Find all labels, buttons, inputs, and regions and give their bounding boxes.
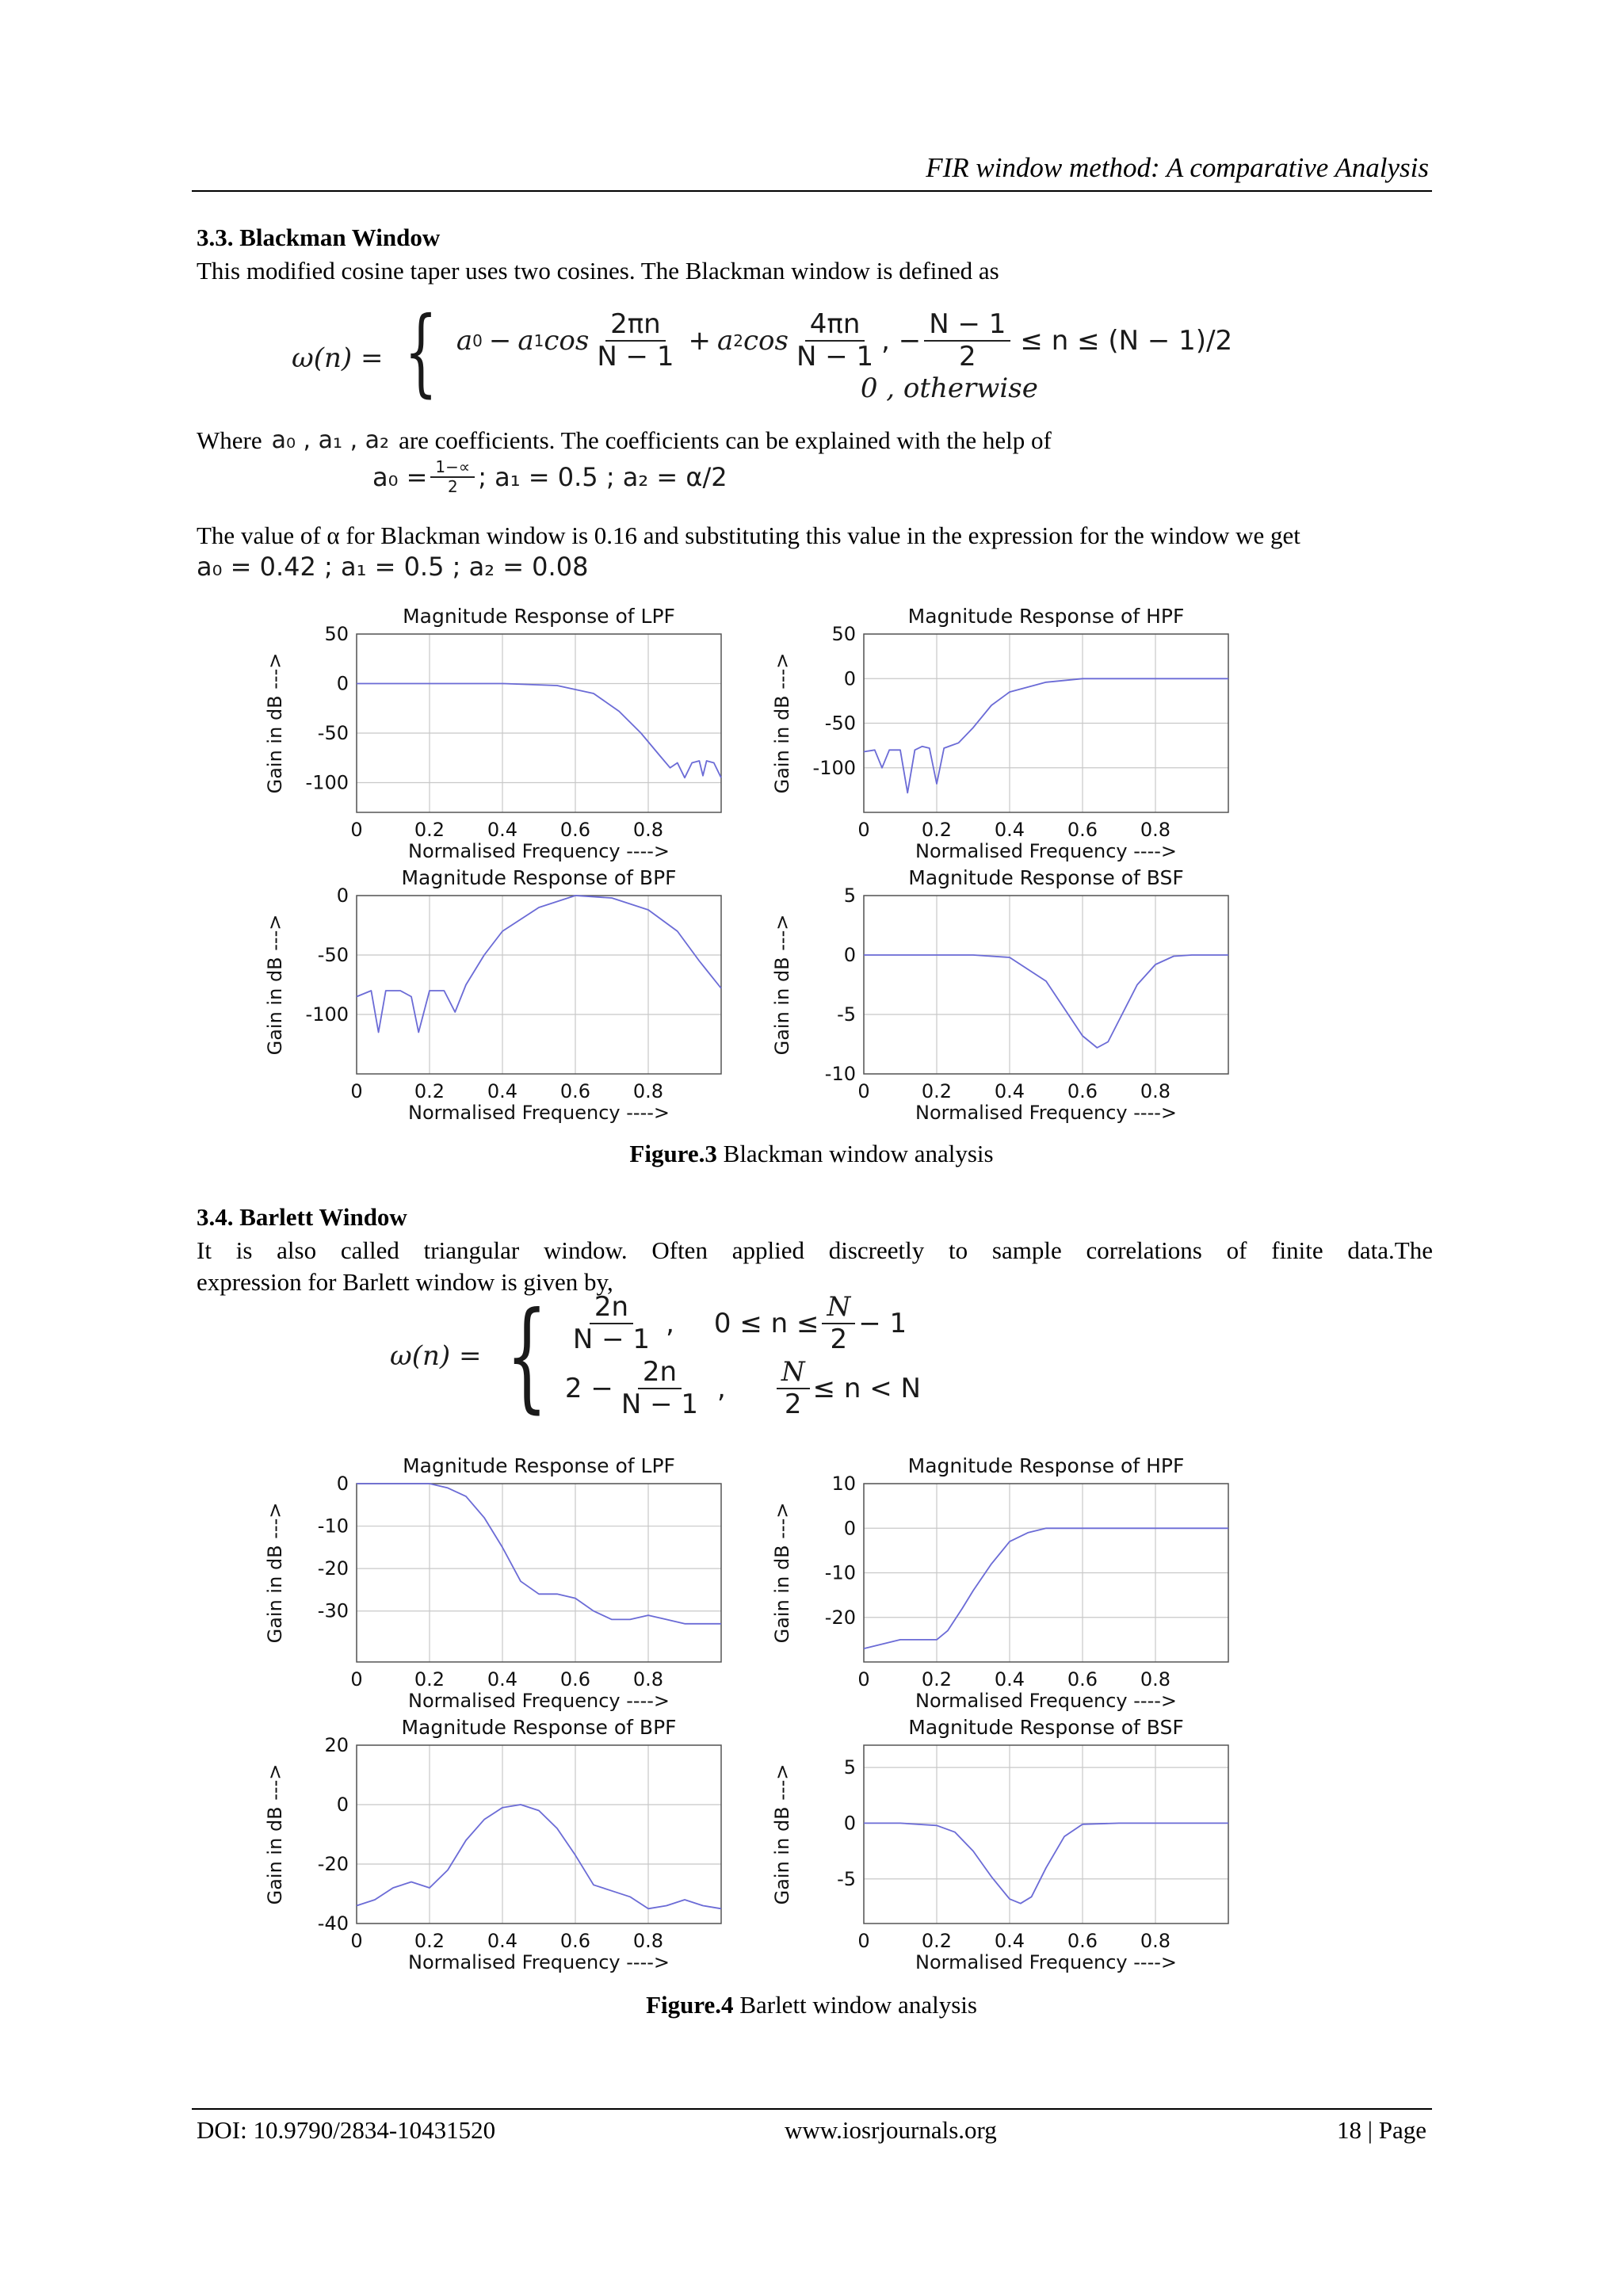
footer-doi: DOI: 10.9790/2834-10431520: [197, 2116, 496, 2144]
figure-3-caption: Figure.3 Blackman window analysis: [629, 1140, 994, 1167]
x-axis-label: Normalised Frequency ---->: [915, 1102, 1177, 1124]
y-tick-label: -5: [837, 1867, 856, 1890]
y-tick-label: 5: [843, 884, 856, 907]
x-tick-label: 0.6: [1067, 1668, 1098, 1690]
x-tick-label: 0.2: [414, 1080, 445, 1102]
x-tick-label: 0.4: [487, 1080, 518, 1102]
y-tick-label: -100: [305, 1003, 349, 1026]
eq-otherwise: 0 , otherwise: [860, 372, 1038, 405]
x-tick-label: 0.2: [921, 819, 953, 841]
x-tick-label: 0.8: [632, 1080, 664, 1102]
chart-blackman-lpf: [238, 602, 745, 868]
chart-title: Magnitude Response of BPF: [401, 866, 677, 889]
x-tick-label: 0.6: [1067, 819, 1098, 841]
chart-blackman-bpf: [238, 864, 745, 1129]
x-tick-label: 0.8: [1140, 819, 1171, 841]
x-tick-label: 0.2: [921, 1080, 953, 1102]
x-tick-label: 0.8: [632, 1668, 664, 1690]
plot-frame: [864, 1745, 1228, 1924]
x-tick-label: 0.8: [632, 1930, 664, 1952]
x-axis-label: Normalised Frequency ---->: [408, 1102, 670, 1124]
chart-title: Magnitude Response of LPF: [403, 605, 675, 628]
chart-title: Magnitude Response of BSF: [908, 1716, 1184, 1739]
chart-barlett-lpf: [238, 1452, 745, 1717]
chart-barlett-bpf: [238, 1713, 745, 1979]
y-tick-label: -20: [317, 1853, 349, 1875]
x-tick-label: 0.8: [1140, 1668, 1171, 1690]
y-tick-label: 50: [831, 623, 856, 645]
chart-barlett-bsf: [745, 1713, 1252, 1979]
magnitude-response-line: [864, 955, 1228, 1048]
y-axis-label: Gain in dB --->: [771, 652, 793, 794]
where-line: Where a₀ , a₁ , a₂ are coefficients. The coefficients can be explained with the help of: [197, 426, 1052, 454]
x-tick-label: 0.8: [1140, 1930, 1171, 1952]
x-tick-label: 0.6: [1067, 1930, 1098, 1952]
y-tick-label: -10: [317, 1515, 349, 1538]
barlett-para-line1: It is also called triangular window. Often applied discreetly to sample correlations of finite data.The: [197, 1236, 1433, 1264]
y-axis-label: Gain in dB --->: [264, 1763, 286, 1905]
y-axis-label: Gain in dB --->: [771, 1502, 793, 1644]
magnitude-response-line: [357, 896, 721, 1033]
running-title: FIR window method: A comparative Analysis: [926, 152, 1429, 183]
y-tick-label: -100: [305, 771, 349, 794]
chart-title: Magnitude Response of HPF: [907, 1454, 1185, 1477]
y-tick-label: -50: [317, 722, 349, 744]
y-tick-label: 0: [336, 672, 349, 695]
y-tick-label: -20: [824, 1606, 856, 1629]
header-rule: [192, 190, 1432, 192]
y-tick-label: 0: [843, 1812, 856, 1835]
chart-title: Magnitude Response of HPF: [907, 605, 1185, 628]
y-axis-label: Gain in dB --->: [264, 914, 286, 1056]
y-tick-label: -5: [837, 1003, 856, 1026]
magnitude-response-line: [357, 684, 721, 778]
magnitude-response-line: [357, 1484, 721, 1624]
eq-brace: {: [506, 1287, 548, 1426]
y-tick-label: 10: [831, 1473, 856, 1495]
x-tick-label: 0.2: [921, 1668, 953, 1690]
x-tick-label: 0.4: [994, 819, 1025, 841]
y-tick-label: 5: [843, 1756, 856, 1779]
y-tick-label: -10: [824, 1561, 856, 1584]
blackman-equation: ω(n) = { a 0 − a 1 cos $\frac{2\pi n}{N - 1}$ + a 2 cos $\frac{4\pi n}{N - 1}$ , − $\frac{N - 1}{2}$ ≤ n ≤ (N − 1)/2 0 , otherwise: [292, 297, 1233, 407]
y-axis-label: Gain in dB --->: [771, 914, 793, 1056]
y-tick-label: -20: [317, 1557, 349, 1580]
x-tick-label: 0: [350, 1080, 363, 1102]
y-axis-label: Gain in dB --->: [771, 1763, 793, 1905]
y-tick-label: -10: [824, 1063, 856, 1085]
x-tick-label: 0.4: [994, 1668, 1025, 1690]
plot-frame: [357, 1745, 721, 1924]
x-tick-label: 0: [857, 1080, 870, 1102]
chart-title: Magnitude Response of LPF: [403, 1454, 675, 1477]
x-tick-label: 0.6: [559, 1080, 591, 1102]
x-axis-label: Normalised Frequency ---->: [915, 1951, 1177, 1973]
magnitude-response-line: [864, 1528, 1228, 1648]
x-tick-label: 0: [350, 1668, 363, 1690]
y-tick-label: -30: [317, 1599, 349, 1622]
chart-barlett-hpf: [745, 1452, 1252, 1717]
section-heading-blackman: 3.3. Blackman Window: [197, 223, 441, 251]
magnitude-response-line: [864, 1823, 1228, 1903]
x-axis-label: Normalised Frequency ---->: [408, 1690, 670, 1712]
x-tick-label: 0: [857, 819, 870, 841]
y-tick-label: 0: [843, 1517, 856, 1540]
x-tick-label: 0.2: [921, 1930, 953, 1952]
y-tick-label: -100: [812, 756, 856, 779]
figure-4-caption: Figure.4 Barlett window analysis: [646, 1991, 977, 2019]
x-tick-label: 0: [857, 1668, 870, 1690]
magnitude-response-line: [864, 678, 1228, 793]
barlett-equation: ω(n) = { $\frac{2n}{N - 1}$ , 0 ≤ n ≤ $\frac{N}{2}$ − 1 2 − $\frac{2n}{N - 1}$ , $\frac{N}{2}$ ≤ n < N: [390, 1287, 921, 1426]
section-heading-barlett: 3.4. Barlett Window: [197, 1203, 407, 1231]
x-tick-label: 0.6: [559, 1930, 591, 1952]
x-tick-label: 0.8: [632, 819, 664, 841]
x-tick-label: 0.4: [994, 1930, 1025, 1952]
eq-lhs: ω(n) =: [292, 342, 384, 374]
y-tick-label: 0: [843, 944, 856, 966]
y-tick-label: -50: [317, 944, 349, 966]
x-tick-label: 0.6: [559, 819, 591, 841]
y-tick-label: 0: [843, 667, 856, 690]
chart-blackman-bsf: [745, 864, 1252, 1129]
chart-title: Magnitude Response of BPF: [401, 1716, 677, 1739]
x-tick-label: 0.2: [414, 1668, 445, 1690]
y-tick-label: -40: [317, 1912, 349, 1935]
y-tick-label: 20: [324, 1734, 349, 1756]
footer-website: www.iosrjournals.org: [785, 2116, 997, 2144]
chart-title: Magnitude Response of BSF: [908, 866, 1184, 889]
x-tick-label: 0.6: [559, 1668, 591, 1690]
blackman-intro: This modified cosine taper uses two cosines. The Blackman window is defined as: [197, 257, 999, 285]
y-tick-label: 0: [336, 884, 349, 907]
plot-frame: [357, 896, 721, 1074]
alpha-value-text: The value of α for Blackman window is 0.16 and substituting this value in the expression for the window we get: [197, 521, 1300, 549]
x-tick-label: 0.2: [414, 1930, 445, 1952]
y-tick-label: 50: [324, 623, 349, 645]
plot-frame: [357, 634, 721, 812]
chart-blackman-hpf: [745, 602, 1252, 868]
x-axis-label: Normalised Frequency ---->: [915, 1690, 1177, 1712]
y-axis-label: Gain in dB --->: [264, 1502, 286, 1644]
x-tick-label: 0: [350, 819, 363, 841]
x-tick-label: 0: [350, 1930, 363, 1952]
footer-rule: [192, 2108, 1432, 2110]
eq-brace: {: [404, 297, 438, 407]
coefficient-values: a₀ = 0.42 ; a₁ = 0.5 ; a₂ = 0.08: [197, 552, 589, 582]
x-axis-label: Normalised Frequency ---->: [915, 840, 1177, 862]
y-axis-label: Gain in dB --->: [264, 652, 286, 794]
x-tick-label: 0.4: [994, 1080, 1025, 1102]
x-tick-label: 0.4: [487, 1668, 518, 1690]
x-tick-label: 0.8: [1140, 1080, 1171, 1102]
x-tick-label: 0.2: [414, 819, 445, 841]
y-tick-label: 0: [336, 1473, 349, 1495]
magnitude-response-line: [357, 1805, 721, 1908]
x-tick-label: 0: [857, 1930, 870, 1952]
x-tick-label: 0.4: [487, 819, 518, 841]
x-tick-label: 0.4: [487, 1930, 518, 1952]
y-tick-label: 0: [336, 1794, 349, 1816]
barlett-para-line2: expression for Barlett window is given by,: [197, 1268, 613, 1296]
footer-page-number: 18 | Page: [1337, 2116, 1426, 2144]
x-axis-label: Normalised Frequency ---->: [408, 1951, 670, 1973]
coefficient-definitions: a₀ = $\frac{1-\propto}{2}$ ; a₁ = 0.5 ; a₂ = α/2: [372, 457, 727, 496]
x-axis-label: Normalised Frequency ---->: [408, 840, 670, 862]
x-tick-label: 0.6: [1067, 1080, 1098, 1102]
plot-frame: [357, 1484, 721, 1662]
y-tick-label: -50: [824, 712, 856, 735]
plot-frame: [864, 896, 1228, 1074]
